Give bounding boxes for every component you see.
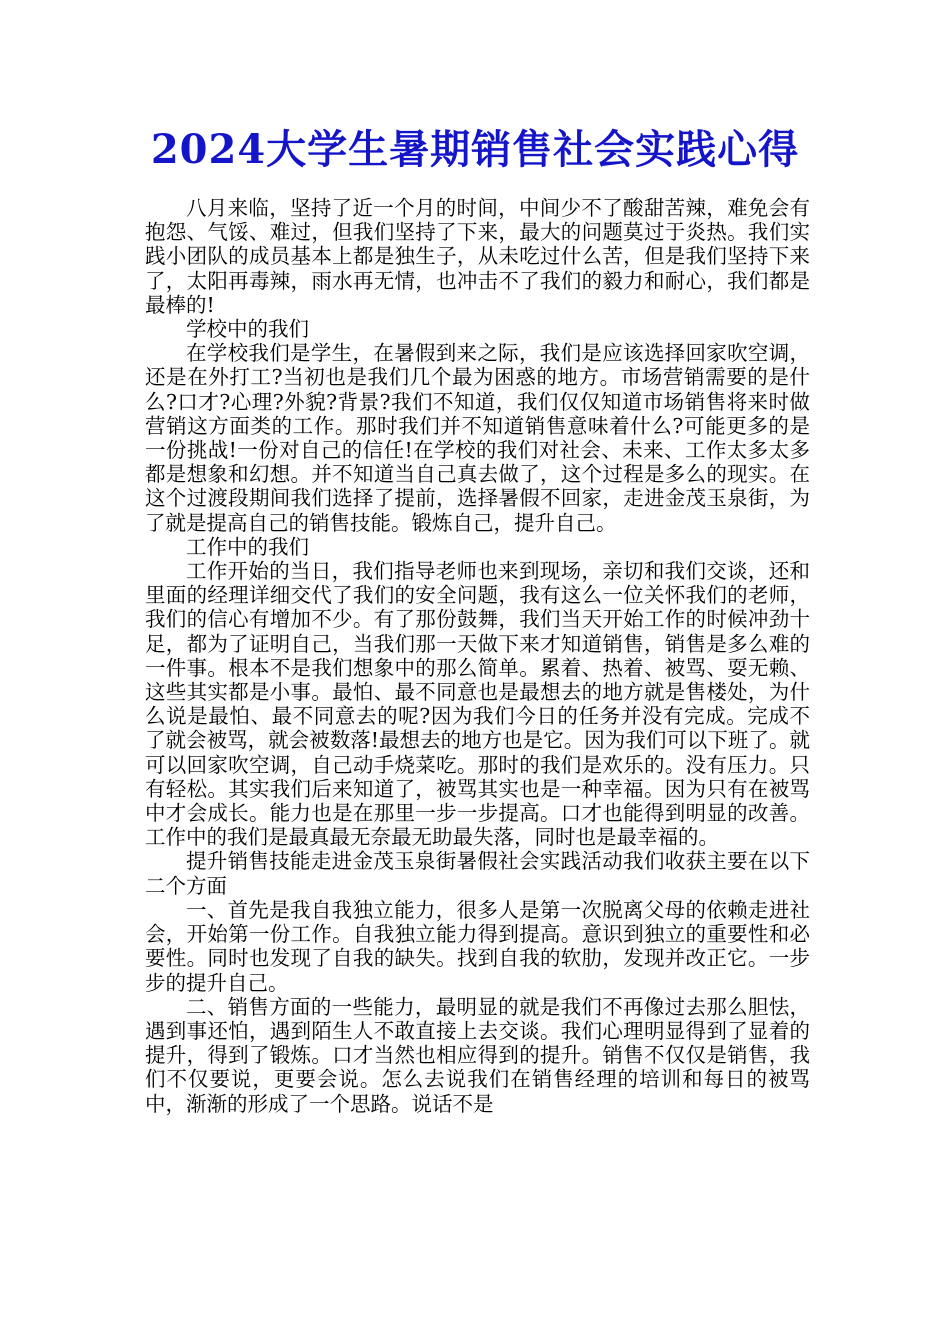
section-heading-work: 工作中的我们 xyxy=(186,534,309,559)
paragraph-gain-two: 二、销售方面的一些能力，最明显的就是我们不再像过去那么胆怯，遇到事还怕，遇到陌生人不敢直接上去交谈。我们心理明显得到了显着的提升，得到了锻炼。口才当然也相应得到的提升。销售不仅仅是销售，我们不仅要说，更要会说。怎么去说我们在销售经理的培训和每日的被骂中，渐渐的形成了一个思路。说话不是 xyxy=(145,994,810,1116)
paragraph-school: 在学校我们是学生，在暑假到来之际，我们是应该选择回家吹空调，还是在外打工?当初也是我们几个最为困惑的地方。市场营销需要的是什么?口才?心理?外貌?背景?我们不知道，我们仅仅知道市场销售将来时做营销这方面类的工作。那时我们并不知道销售意味着什么?可能更多的是一份挑战!一份对自己的信任!在学校的我们对社会、未来、工作太多太多都是想象和幻想。并不知道当自己真去做了，这个过程是多么的现实。在这个过渡段期间我们选择了提前，选择暑假不回家，走进金茂玉泉街，为了就是提高自己的销售技能。锻炼自己，提升自己。 xyxy=(145,341,810,535)
paragraph-work: 工作开始的当日，我们指导老师也来到现场，亲切和我们交谈，还和里面的经理详细交代了我们的安全问题，我有这么一位关怀我们的老师，我们的信心有增加不少。有了那份鼓舞，我们当天开始工作的时候冲劲十足，都为了证明自己，当我们那一天做下来才知道销售，销售是多么难的一件事。根本不是我们想象中的那么简单。累着、热着、被骂、耍无赖、这些其实都是小事。最怕、最不同意也是最想去的地方就是售楼处，为什么说是最怕、最不同意去的呢?因为我们今日的任务并没有完成。完成不了就会被骂，就会被数落!最想去的地方也是它。因为我们可以下班了。就可以回家吹空调，自己动手烧菜吃。那时的我们是欢乐的。没有压力。只有轻松。其实我们后来知道了，被骂其实也是一种幸福。因为只有在被骂中才会成长。能力也是在那里一步一步提高。口才也能得到明显的改善。 工作中的我们是最真最无奈最无助最失落，同时也是最幸福的。 xyxy=(145,559,810,850)
paragraph-intro: 八月来临，坚持了近一个月的时间，中间少不了酸甜苦辣，难免会有抱怨、气馁、难过，但我们坚持了下来，最大的问题莫过于炎热。我们实践小团队的成员基本上都是独生子，从未吃过什么苦，但是我们坚持下来了，太阳再毒辣，雨水再无情，也冲击不了我们的毅力和耐心，我们都是最棒的! xyxy=(145,196,810,317)
section-heading-school: 学校中的我们 xyxy=(186,317,309,342)
document-title: 2024大学生暑期销售社会实践心得 xyxy=(150,126,800,173)
document-body xyxy=(145,196,810,1116)
paragraph-gain-one: 一、首先是我自我独立能力，很多人是第一次脱离父母的依赖走进社会，开始第一份工作。自我独立能力得到提高。意识到独立的重要性和必要性。同时也发现了自我的缺失。找到自我的软肋，发现并改正它。一步步的提升自己。 xyxy=(145,897,810,995)
paragraph-gains-intro: 提升销售技能走进金茂玉泉街暑假社会实践活动我们收获主要在以下二个方面 xyxy=(145,849,810,898)
